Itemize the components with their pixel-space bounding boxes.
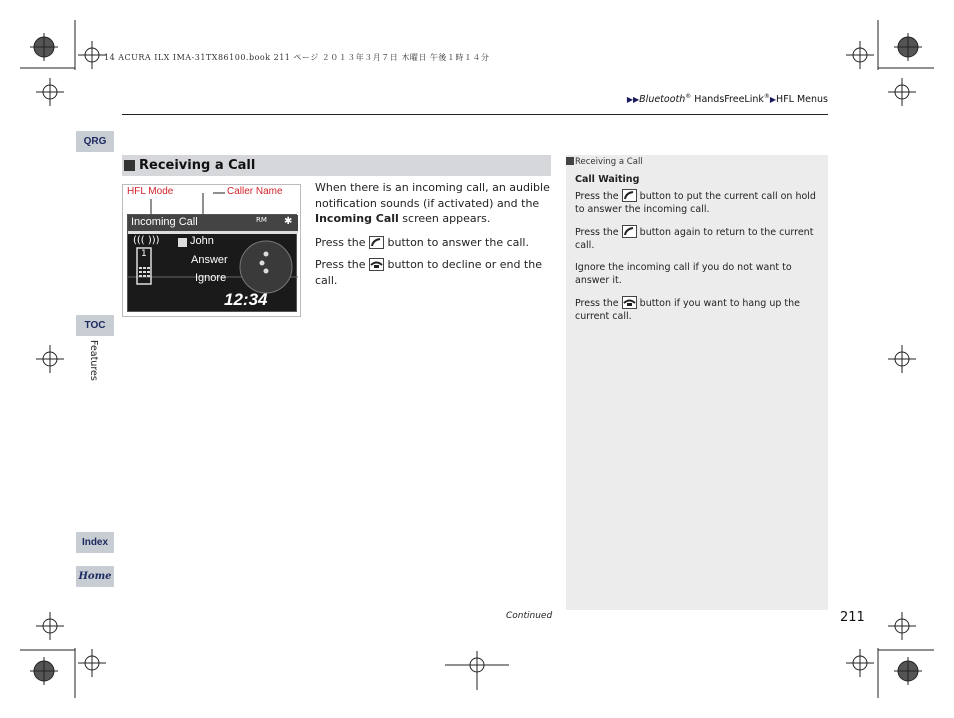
breadcrumb-handsfreelink[interactable]: HandsFreeLink bbox=[691, 94, 764, 106]
section-title: Receiving a Call bbox=[139, 158, 256, 173]
note-icon bbox=[566, 157, 574, 165]
paragraph-answer: Press the button to answer the call. bbox=[315, 235, 529, 249]
page-number: 211 bbox=[840, 610, 865, 625]
breadcrumb-hfl-menus[interactable]: HFL Menus bbox=[776, 94, 828, 106]
note-paragraph-1: Press the button to put the current call on hold to answer the incoming call. bbox=[575, 191, 816, 215]
breadcrumb: ▶▶Bluetooth® HandsFreeLink®▶HFL Menus bbox=[626, 93, 828, 106]
note-paragraph-4: Press the button if you want to hang up the current call. bbox=[575, 298, 800, 322]
signal-icon: RM bbox=[256, 216, 267, 224]
bluetooth-icon: ✱ bbox=[284, 216, 293, 227]
hang-up-icon bbox=[369, 258, 384, 271]
ringing-icon: ((( ))) bbox=[133, 235, 160, 246]
answer-option: Answer bbox=[191, 254, 228, 266]
pick-up-icon bbox=[369, 236, 384, 249]
note-panel bbox=[566, 155, 828, 610]
hfl-display-screen bbox=[127, 214, 297, 312]
square-icon bbox=[124, 160, 135, 171]
tab-features-label: Features bbox=[88, 340, 99, 381]
print-header: 14 ACURA ILX IMA-31TX86100.book 211 ページ ２０１３年３月７日 木曜日 午後１時１４分 bbox=[104, 53, 490, 62]
note-subtitle: Call Waiting bbox=[575, 174, 640, 185]
pick-up-icon bbox=[622, 189, 637, 202]
hang-up-icon bbox=[622, 296, 637, 309]
screen-title: Incoming Call bbox=[131, 216, 198, 228]
label-hfl-mode: HFL Mode bbox=[127, 186, 174, 197]
label-caller-name: Caller Name bbox=[227, 186, 283, 197]
arrow-icon: ▶▶ bbox=[626, 95, 640, 105]
arrow-icon: ▶ bbox=[769, 95, 777, 105]
incoming-call-figure bbox=[122, 184, 301, 317]
section-header bbox=[122, 155, 551, 176]
line-digit: 1 bbox=[141, 249, 147, 259]
note-heading: Receiving a Call bbox=[566, 157, 643, 167]
tab-qrg[interactable]: QRG bbox=[76, 131, 114, 152]
callout-lines bbox=[123, 185, 302, 215]
caller-name: John bbox=[190, 235, 214, 247]
paragraph-decline: Press the button to decline or end the call. bbox=[315, 258, 542, 287]
breadcrumb-bluetooth[interactable]: Bluetooth bbox=[639, 94, 686, 106]
note-paragraph-2: Press the button again to return to the current call. bbox=[575, 227, 814, 251]
continued-label: Continued bbox=[506, 611, 553, 621]
tab-toc[interactable]: TOC bbox=[76, 315, 114, 336]
body-text bbox=[315, 180, 553, 296]
note-paragraph-3: Ignore the incoming call if you do not want to answer it. bbox=[575, 262, 792, 286]
ignore-option: Ignore bbox=[195, 272, 227, 284]
paragraph-intro: When there is an incoming call, an audible notification sounds (if activated) and the Incoming Call screen appears. bbox=[315, 181, 550, 225]
pick-up-icon bbox=[622, 225, 637, 238]
clock: 12:34 bbox=[224, 290, 268, 309]
tab-home[interactable]: Home bbox=[76, 566, 114, 587]
tab-index[interactable]: Index bbox=[76, 532, 114, 553]
header-rule bbox=[122, 114, 828, 115]
